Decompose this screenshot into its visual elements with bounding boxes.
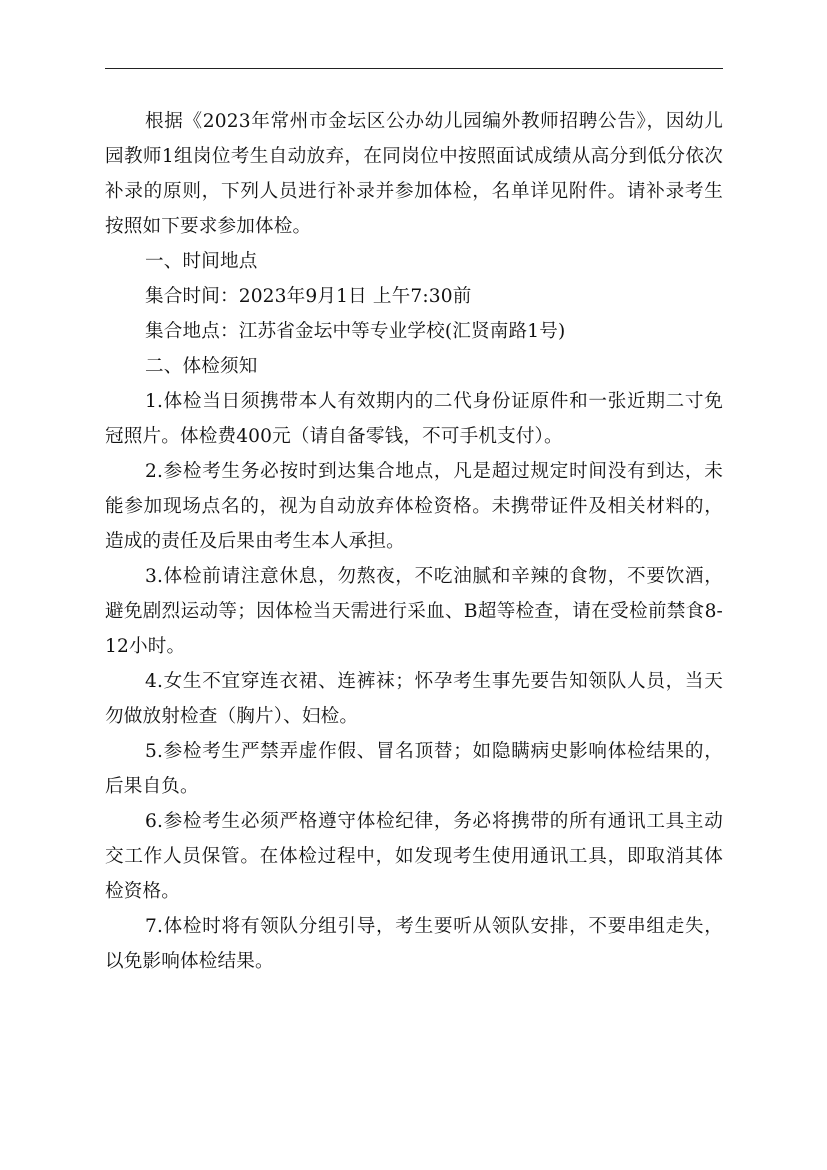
assembly-location: 集合地点：江苏省金坛中等专业学校(汇贤南路1号) <box>145 321 566 342</box>
notice-item-3: 3.体检前请注意休息，勿熬夜，不吃油腻和辛辣的食物，不要饮酒，避免剧烈运动等；因体检当天需进行采血、B超等检查，请在受检前禁食8-12小时。 <box>105 566 723 657</box>
header-rule <box>105 68 723 69</box>
notice-item-1: 1.体检当日须携带本人有效期内的二代身份证原件和一张近期二寸免冠照片。体检费400元（请自备零钱，不可手机支付）。 <box>105 391 723 447</box>
notice-item-4: 4.女生不宜穿连衣裙、连裤袜；怀孕考生事先要告知领队人员，当天勿做放射检查（胸片）、妇检。 <box>105 671 723 727</box>
notice-item-5: 5.参检考生严禁弄虚作假、冒名顶替；如隐瞒病史影响体检结果的，后果自负。 <box>105 741 723 797</box>
section-heading-time-location: 一、时间地点 <box>145 251 258 272</box>
assembly-time: 集合时间：2023年9月1日 上午7:30前 <box>145 286 472 307</box>
notice-item-7: 7.体检时将有领队分组引导，考生要听从领队安排，不要串组走失，以免影响体检结果。 <box>105 916 723 972</box>
notice-item-2: 2.参检考生务必按时到达集合地点，凡是超过规定时间没有到达，未能参加现场点名的，视为自动放弃体检资格。未携带证件及相关材料的，造成的责任及后果由考生本人承担。 <box>105 461 723 552</box>
section-heading-exam-notice: 二、体检须知 <box>145 356 258 377</box>
document-body <box>105 104 723 979</box>
intro-paragraph: 根据《2023年常州市金坛区公办幼儿园编外教师招聘公告》，因幼儿园教师1组岗位考生自动放弃，在同岗位中按照面试成绩从高分到低分依次补录的原则，下列人员进行补录并参加体检，名单详见附件。请补录考生按照如下要求参加体检。 <box>105 111 723 237</box>
notice-item-6: 6.参检考生必须严格遵守体检纪律，务必将携带的所有通讯工具主动交工作人员保管。在体检过程中，如发现考生使用通讯工具，即取消其体检资格。 <box>105 811 723 902</box>
